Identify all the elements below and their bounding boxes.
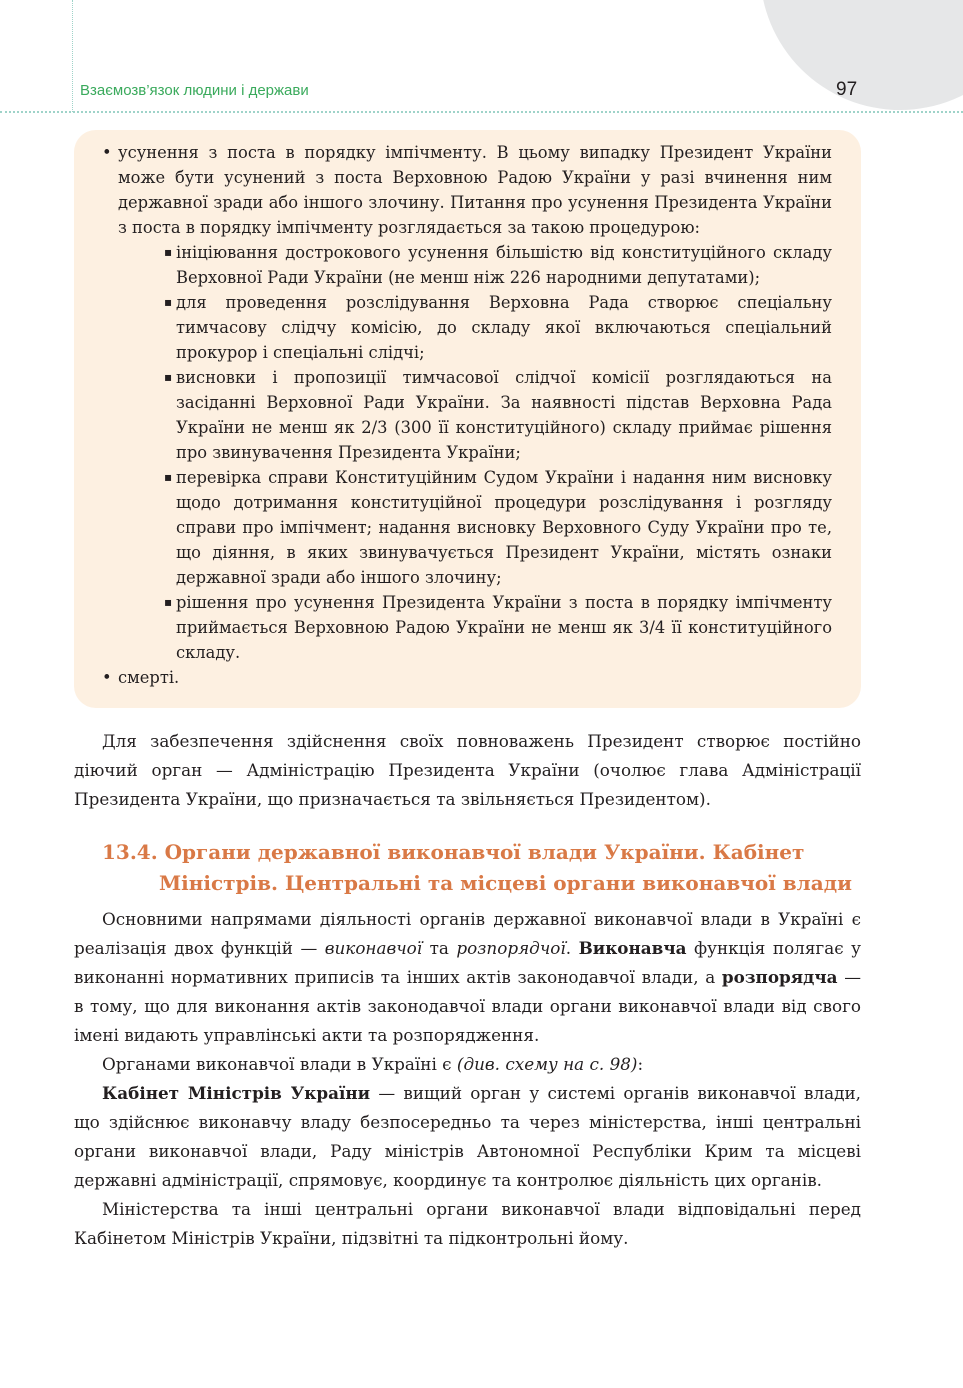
sub-list-item bbox=[164, 240, 832, 290]
square-bullet-icon: ▪ bbox=[164, 470, 173, 484]
sub-list-item-text: висновки і пропозиції тимчасової слідчої комісії розглядаються на засіданні Верховної Ради України. За наявності підстав Верховна Рада України не менш як 2/3 (300 її конституційного) складу приймає рішення про звинувачення Президента України; bbox=[176, 368, 832, 462]
text-run: : bbox=[637, 1054, 644, 1074]
sub-list-item bbox=[164, 290, 832, 365]
bold-term: розпорядча bbox=[721, 967, 838, 987]
header-dotted-rule bbox=[0, 111, 963, 113]
sub-list-item-text: ініціювання дострокового усунення більшістю від конституційного складу Верховної Ради України (не менш ніж 226 народними депутатами); bbox=[176, 243, 832, 287]
paragraph bbox=[74, 1079, 861, 1195]
text-run: — в тому, що для виконання актів законодавчої влади органи виконавчої влади від свого імені видають управлінські акти та розпорядження. bbox=[74, 967, 861, 1045]
sub-list-item-text: для проведення розслідування Верховна Рада створює спеціальну тимчасову слідчу комісію, до складу якої включаються спеціальний прокурор і спеціальні слідчі; bbox=[176, 293, 832, 362]
paragraph bbox=[74, 905, 861, 1050]
bold-term: Кабінет Міністрів України bbox=[102, 1083, 371, 1103]
sub-list-item-text: рішення про усунення Президента України з поста в порядку імпічменту приймається Верховною Радою України не менш як 3/4 її конституційного складу. bbox=[176, 593, 832, 662]
square-bullet-icon: ▪ bbox=[164, 595, 173, 609]
text-run: функція полягає у виконанні нормативних приписів та інших актів законодавчої влади, а bbox=[74, 938, 861, 987]
sub-list-item bbox=[164, 590, 832, 665]
list-item-text: смерті. bbox=[118, 668, 180, 687]
paragraph: Міністерства та інші центральні органи виконавчої влади відповідальні перед Кабінетом Міністрів України, підзвітні та підконтрольні йому. bbox=[74, 1199, 861, 1248]
text-run: . bbox=[565, 938, 579, 958]
running-head: Взаємозв’язок людини і держави bbox=[80, 82, 309, 99]
sub-list-item-text: перевірка справи Конституційним Судом України і надання ним висновку щодо дотримання конституційної процедури розслідування і розгляду справи про імпічмент; надання висновку Верховного Суду України про те, що діяння, в яких звинувачується Президент України, містять ознаки державної зради або іншого злочину; bbox=[176, 468, 832, 587]
sub-list-item bbox=[164, 465, 832, 590]
heading-line-1: 13.4. Органи державної виконавчої влади України. Кабінет bbox=[102, 840, 805, 864]
italic-term: виконавчої bbox=[324, 938, 423, 958]
text-run: — вищий орган у системі органів виконавчої влади, що здійснює виконавчу владу безпосередньо та через міністерства, інші центральні органи виконавчої влади, Раду міністрів Автономної Республіки Крим та місцеві державні адміністрації, спрямовує, координує та контролює діяльність цих органів. bbox=[74, 1083, 861, 1190]
list-item-text: усунення з поста в порядку імпічменту. В цьому випадку Президент України може бути усунений з поста Верховною Радою України у разі вчинення ним державної зради або іншого злочину. Питання про усунення Президента України з поста в порядку імпічменту розглядається за такою процедурою: bbox=[118, 143, 832, 237]
paragraph bbox=[74, 1050, 861, 1079]
bullet-icon: • bbox=[102, 668, 112, 687]
page-number: 97 bbox=[836, 79, 858, 100]
impeachment-box bbox=[74, 130, 861, 708]
square-bullet-icon: ▪ bbox=[164, 295, 173, 309]
vertical-dotted-rule bbox=[72, 0, 73, 112]
sub-list-item bbox=[164, 365, 832, 465]
italic-reference: (див. схему на с. 98) bbox=[456, 1054, 638, 1074]
text-run: Органами виконавчої влади в Україні є bbox=[102, 1054, 457, 1074]
section-body bbox=[74, 905, 861, 1253]
bullet-icon: • bbox=[102, 143, 112, 162]
heading-line-2: Міністрів. Центральні та місцеві органи виконавчої влади bbox=[159, 871, 852, 895]
admin-paragraph-block bbox=[74, 727, 861, 814]
corner-decoration bbox=[760, 0, 963, 110]
section-heading bbox=[102, 837, 872, 899]
list-item bbox=[102, 140, 832, 240]
text-run: та bbox=[422, 938, 457, 958]
square-bullet-icon: ▪ bbox=[164, 245, 173, 259]
bold-term: Виконавча bbox=[578, 938, 687, 958]
list-item bbox=[102, 665, 832, 690]
paragraph: Для забезпечення здійснення своїх повноважень Президент створює постійно діючий орган — Адміністрацію Президента України (очолює глава Адміністрації Президента України, що призначається та звільняється Президентом). bbox=[74, 731, 861, 809]
italic-term: розпорядчої bbox=[456, 938, 566, 958]
text-run: Основними напрямами діяльності органів державної виконавчої влади в Україні є реалізація двох функцій — bbox=[74, 909, 861, 958]
square-bullet-icon: ▪ bbox=[164, 370, 173, 384]
